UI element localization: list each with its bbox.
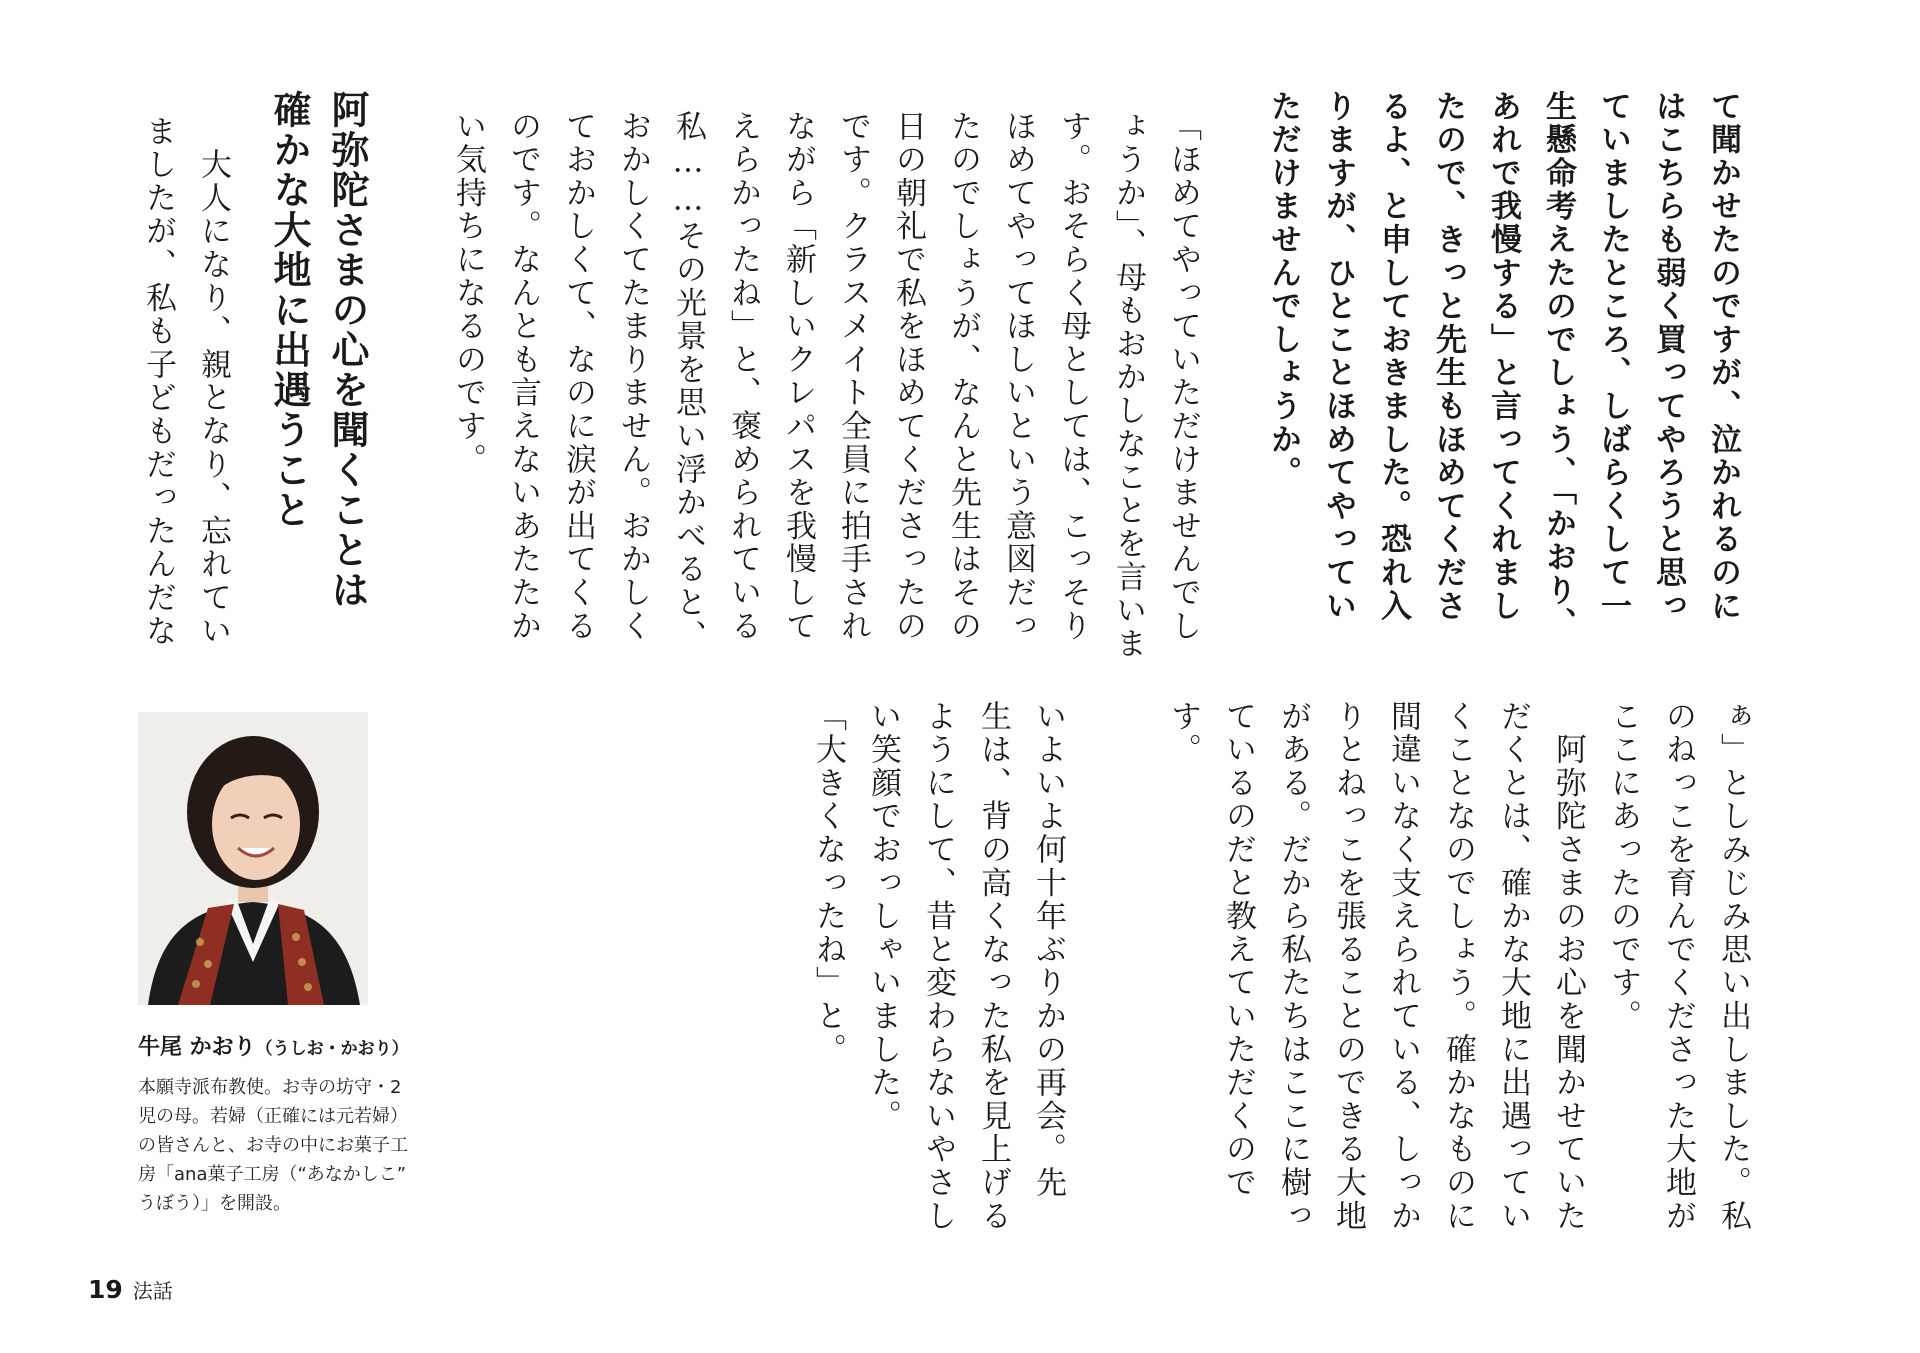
portrait-photo-icon [138,712,368,1005]
section-heading: 阿弥陀さまの心を聞くことは 確かな大地に出遇うこと [267,90,370,610]
author-name-reading: （うしお・かおり） [255,1039,409,1059]
section-name: 法話 [132,1279,173,1303]
author-name [138,1030,409,1061]
page-footer [88,1275,173,1304]
body-text-lower-mid: いよいよ何十年ぶりかの再会。先 生は、背の高くなった私を見上げる ようにして、昔と変わらないやさし い笑顔でおっしゃいました。 「大きくなったね」と。 [810,700,1066,1233]
body-text-upper: 「ほめてやっていただけませんでし ょうか」、母もおかしなことを言いま す。おそらく母としては、こっそり ほめてやってほしいという意図だっ たのでしょうが、なんと先生はその 日の朝礼で私をほめてくださったの です。クラスメイト全員に拍手され ながら「新しいクレパスを我慢して えらかったね」と、褒められている 私……その光景を思い浮かべると、 おかしくてたまりません。おかしく ておかしくて、なのに涙が出てくる のです。なんとも言えないあたたか い気持ちになるのです。 [450,110,1201,661]
author-name-text: 牛尾 かおり [138,1035,256,1060]
bold-letter-column: て聞かせたのですが、泣かれるのに はこちらも弱く買ってやろうと思っ ていましたところ、しばらくして一 生懸命考えたのでしょう、「かおり、 あれで我慢する」と言ってくれまし たので、きっと先生もほめてくださ るよ、と申しておきました。恐れ入 りますが、ひとことほめてやってい ただけませんでしょうか。 [1265,90,1741,641]
author-portrait [138,712,368,1005]
author-bio: 本願寺派布教使。お寺の坊守・2 児の母。若婦（正確には元若婦） の皆さんと、お寺の中にお菓子工 房「ana菓子工房（“あなかしこ” うぼう）」を開設。 [138,1077,408,1214]
body-text-left: 大人になり、親となり、忘れてい ましたが、私も子どもだったんだな [140,115,231,648]
body-text-lower-right: ぁ」としみじみ思い出しました。私 のねっこを育んでくださった大地が ここにあったのです。 阿弥陀さまのお心を聞かせていた だくとは、確かな大地に出遇ってい くことなのでしょう。確かなものに 間違いなく支えられている、しっか りとねっこを張ることのできる大地 がある。だから私たちはここに樹っ ているのだと教えていただくので す。 [1165,700,1751,1233]
page-number: 19 [88,1275,123,1304]
